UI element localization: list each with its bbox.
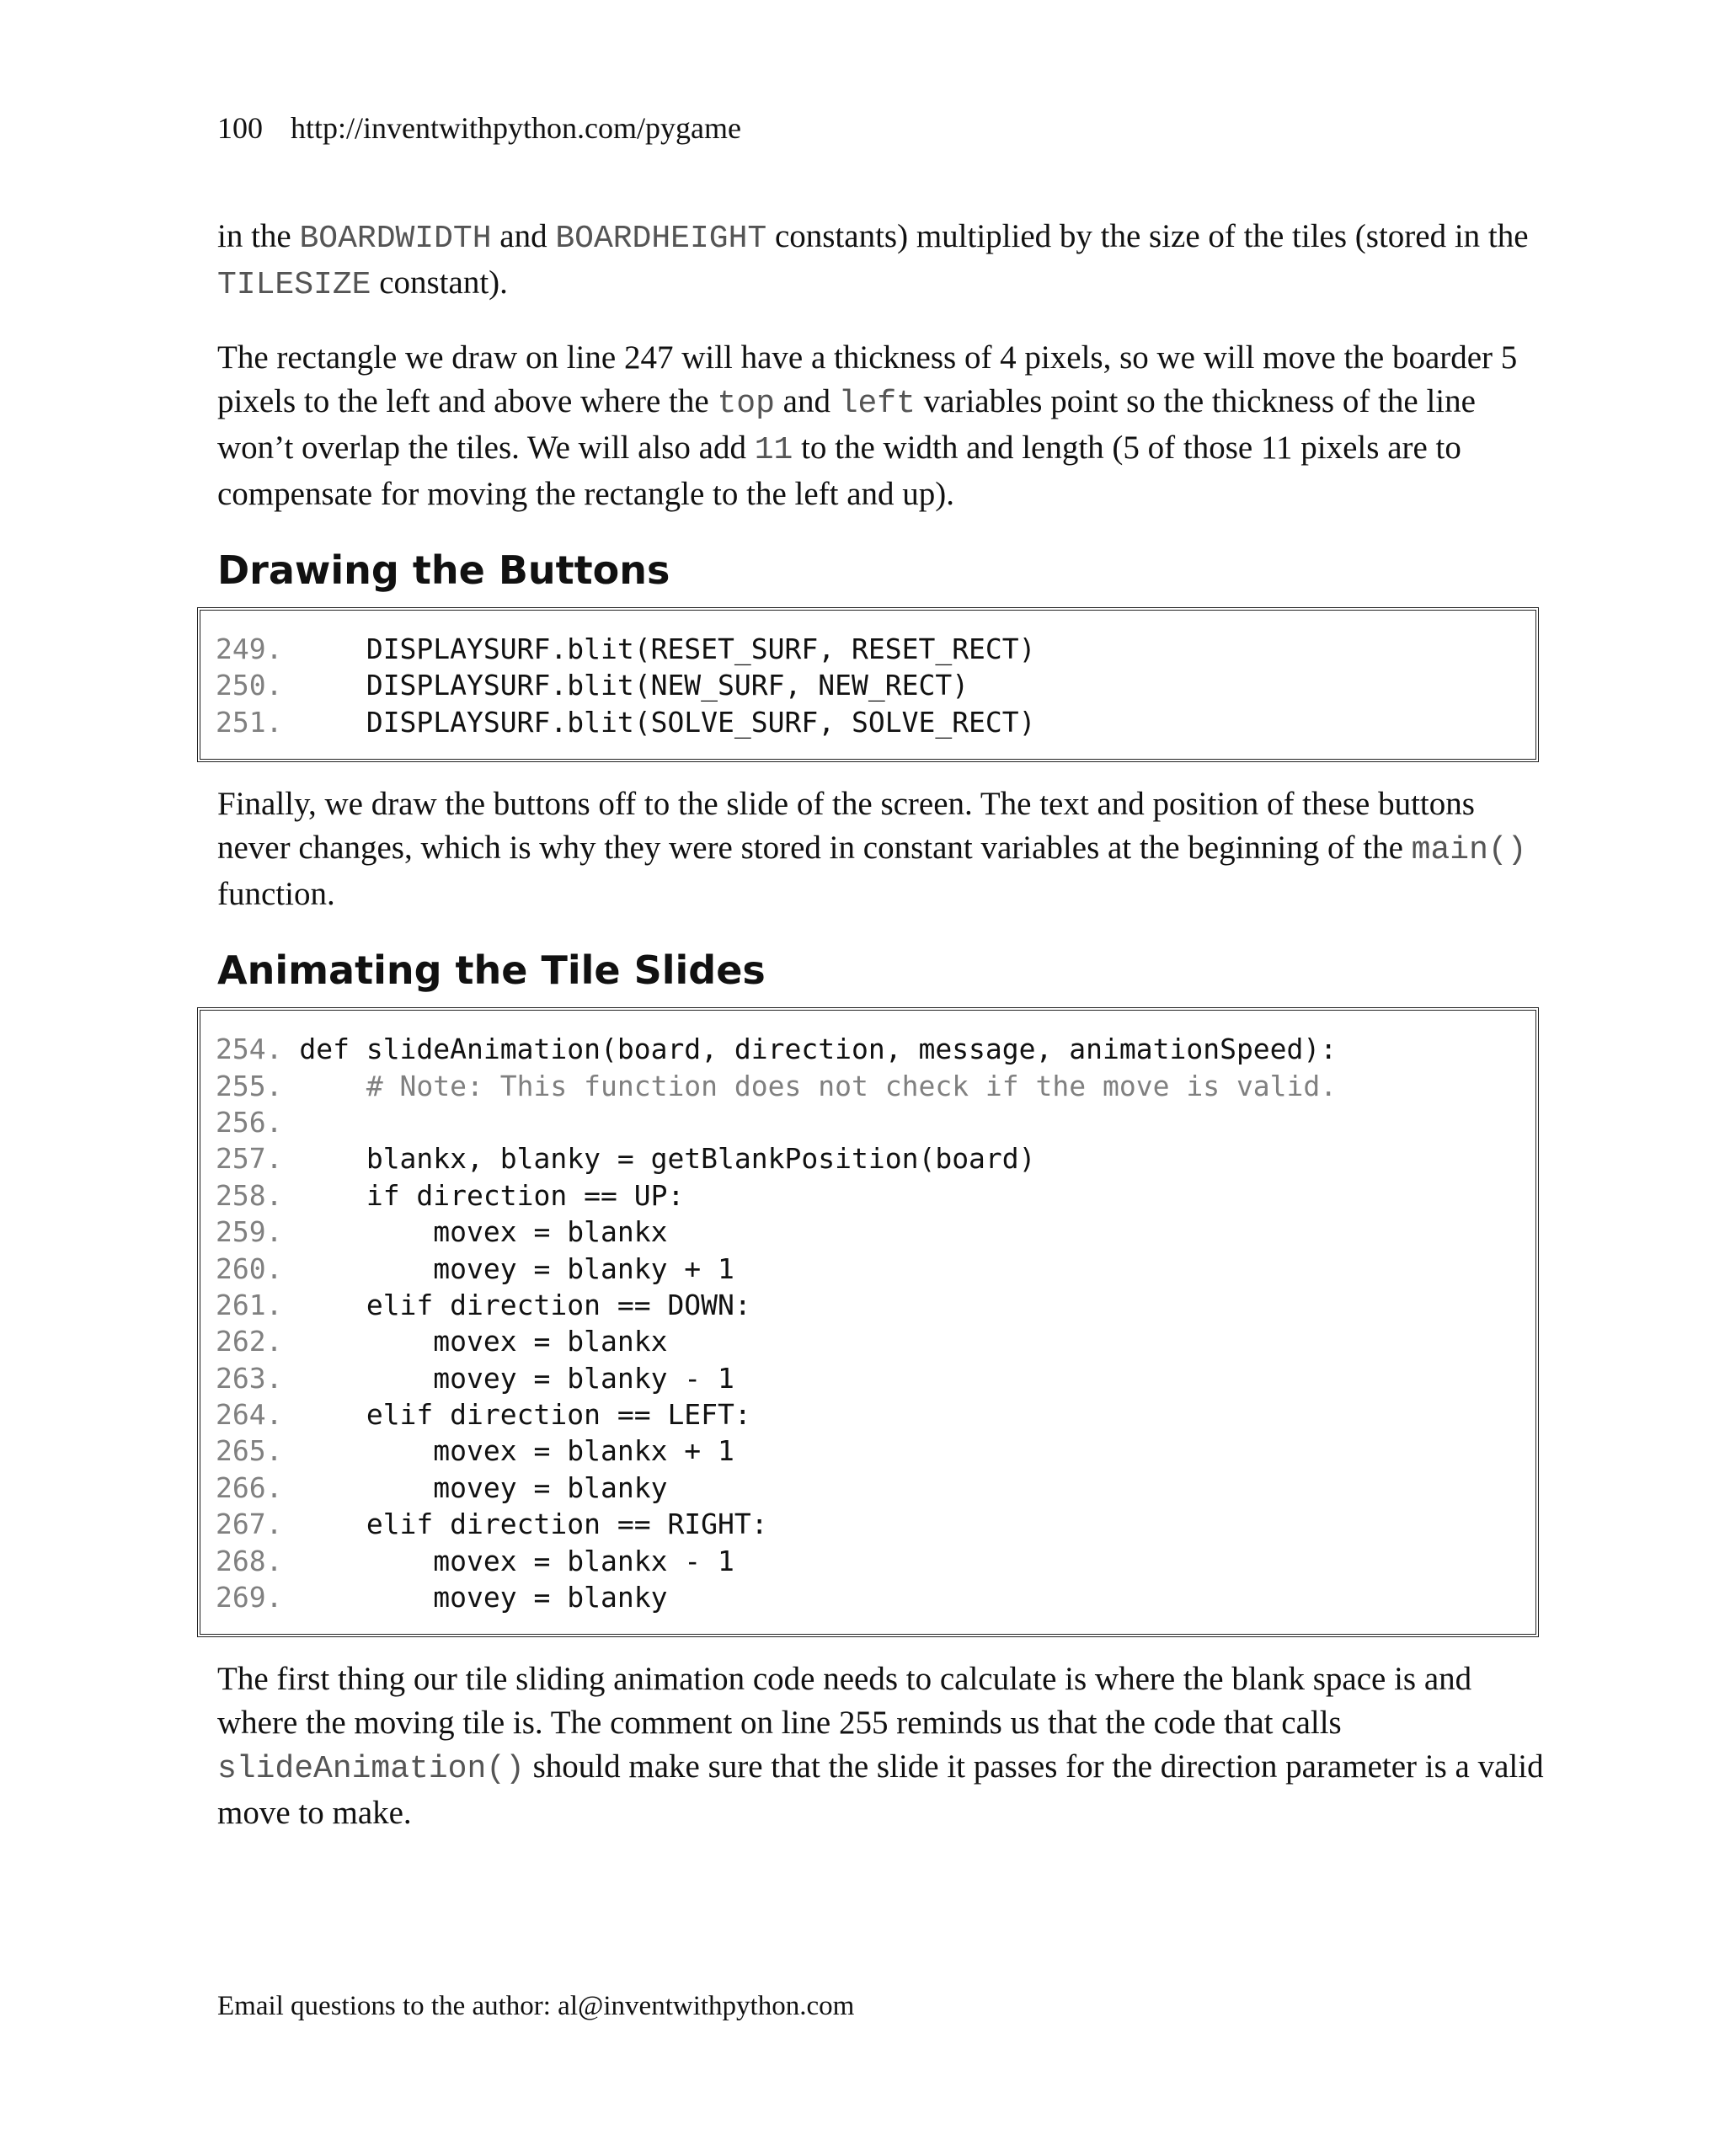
code-line <box>216 1323 1519 1359</box>
code-line <box>216 1360 1519 1396</box>
line-number: 260. <box>216 1251 283 1285</box>
page-header <box>217 108 741 148</box>
code-text: elif direction == LEFT: <box>282 1398 751 1432</box>
paragraph-buttons-explanation <box>217 782 1544 916</box>
line-number: 268. <box>216 1544 283 1577</box>
code-line <box>216 1543 1519 1579</box>
code-block-slide-animation <box>197 1007 1539 1637</box>
line-number: 262. <box>216 1325 283 1358</box>
code-text: movey = blanky - 1 <box>282 1361 734 1395</box>
code-text: elif direction == DOWN: <box>282 1288 751 1321</box>
line-number: 258. <box>216 1178 283 1212</box>
paragraph-text: constant). <box>371 264 508 301</box>
line-number: 263. <box>216 1361 283 1395</box>
code-line <box>216 1251 1519 1287</box>
inline-code: main() <box>1411 832 1527 869</box>
code-text: movey = blanky <box>282 1581 668 1614</box>
code-line <box>216 1031 1519 1067</box>
line-number: 249. <box>216 632 283 665</box>
code-text: movex = blankx - 1 <box>282 1544 734 1577</box>
code-text: DISPLAYSURF.blit(SOLVE_SURF, SOLVE_RECT) <box>282 705 1036 739</box>
line-number: 265. <box>216 1434 283 1468</box>
line-number: 267. <box>216 1508 283 1541</box>
code-line <box>216 1177 1519 1214</box>
code-line <box>216 1396 1519 1433</box>
code-line <box>216 1506 1519 1542</box>
paragraph-text: function. <box>217 876 335 913</box>
paragraph-board-size <box>217 215 1544 307</box>
page-number: 100 <box>217 111 263 145</box>
code-text: blankx, blanky = getBlankPosition(board) <box>282 1142 1036 1176</box>
paragraph-text: should make sure that the slide it passes for the direction parameter is a valid move to make. <box>217 1748 1544 1832</box>
line-number: 256. <box>216 1105 283 1139</box>
inline-code: BOARDHEIGHT <box>555 221 767 257</box>
paragraph-text: constants) multiplied by the size of the tiles (stored in the <box>766 218 1529 254</box>
inline-code: slideAnimation() <box>217 1751 525 1788</box>
section-title-drawing-buttons: Drawing the Buttons <box>217 547 670 593</box>
line-number: 269. <box>216 1581 283 1614</box>
code-line <box>216 1214 1519 1250</box>
code-block-buttons <box>197 607 1539 762</box>
line-number: 250. <box>216 669 283 702</box>
code-comment: # Note: This function does not check if the move is valid. <box>282 1069 1338 1102</box>
code-line <box>216 1140 1519 1177</box>
section-title-animating-tile-slides: Animating the Tile Slides <box>217 947 766 994</box>
line-number: 257. <box>216 1142 283 1176</box>
paragraph-text: Finally, we draw the buttons off to the slide of the screen. The text and position of these buttons never changes, which is why they were stored in constant variables at the beginning of the <box>217 786 1475 867</box>
line-number: 261. <box>216 1288 283 1321</box>
line-number: 251. <box>216 705 283 739</box>
line-number: 259. <box>216 1215 283 1249</box>
code-line <box>216 1104 1519 1140</box>
inline-code: 11 <box>754 432 793 468</box>
code-line <box>216 704 1519 740</box>
code-text: movey = blanky + 1 <box>282 1251 734 1285</box>
inline-code: TILESIZE <box>217 267 371 303</box>
line-number: 254. <box>216 1033 283 1066</box>
paragraph-border-thickness <box>217 336 1544 516</box>
page-footer: Email questions to the author: al@inventwithpython.com <box>217 1991 855 2021</box>
paragraph-text: to the width and length (5 of those 11 pixels are to compensate for moving the rectangle to the left and up). <box>217 430 1461 512</box>
code-line <box>216 1579 1519 1615</box>
paragraph-text: The first thing our tile sliding animation code needs to calculate is where the blank space is and where the moving tile is. The comment on line 255 reminds us that the code that calls <box>217 1661 1472 1742</box>
code-text: if direction == UP: <box>282 1178 685 1212</box>
code-text: movex = blankx + 1 <box>282 1434 734 1468</box>
code-text: def slideAnimation(board, direction, message, animationSpeed): <box>282 1033 1338 1066</box>
code-line <box>216 1433 1519 1469</box>
code-text: movex = blankx <box>282 1325 668 1358</box>
paragraph-text: in the <box>217 218 300 254</box>
paragraph-text: and <box>774 383 839 419</box>
line-number: 266. <box>216 1470 283 1504</box>
code-line <box>216 1287 1519 1323</box>
paragraph-text: and <box>491 218 556 254</box>
code-line <box>216 631 1519 667</box>
header-url[interactable]: http://inventwithpython.com/pygame <box>291 111 741 145</box>
line-number: 264. <box>216 1398 283 1432</box>
code-line <box>216 1470 1519 1506</box>
code-text: DISPLAYSURF.blit(RESET_SURF, RESET_RECT) <box>282 632 1036 665</box>
code-text: movey = blanky <box>282 1470 668 1504</box>
inline-code: left <box>838 386 916 422</box>
code-line <box>216 1068 1519 1104</box>
code-text: movex = blankx <box>282 1215 668 1249</box>
line-number: 255. <box>216 1069 283 1102</box>
code-line <box>216 667 1519 703</box>
paragraph-text: The rectangle we draw on line 247 will have a thickness of 4 pixels, so we will move the boarder 5 pixels to the left and above where the <box>217 339 1518 419</box>
paragraph-text: variables point so the thickness of the line won’t overlap the tiles. We will also add <box>217 383 1476 466</box>
inline-code: top <box>717 386 775 422</box>
code-text: DISPLAYSURF.blit(NEW_SURF, NEW_RECT) <box>282 669 969 702</box>
inline-code: BOARDWIDTH <box>299 221 492 257</box>
paragraph-slide-explanation <box>217 1657 1544 1835</box>
code-text: elif direction == RIGHT: <box>282 1508 768 1541</box>
page-content <box>217 215 1544 1864</box>
